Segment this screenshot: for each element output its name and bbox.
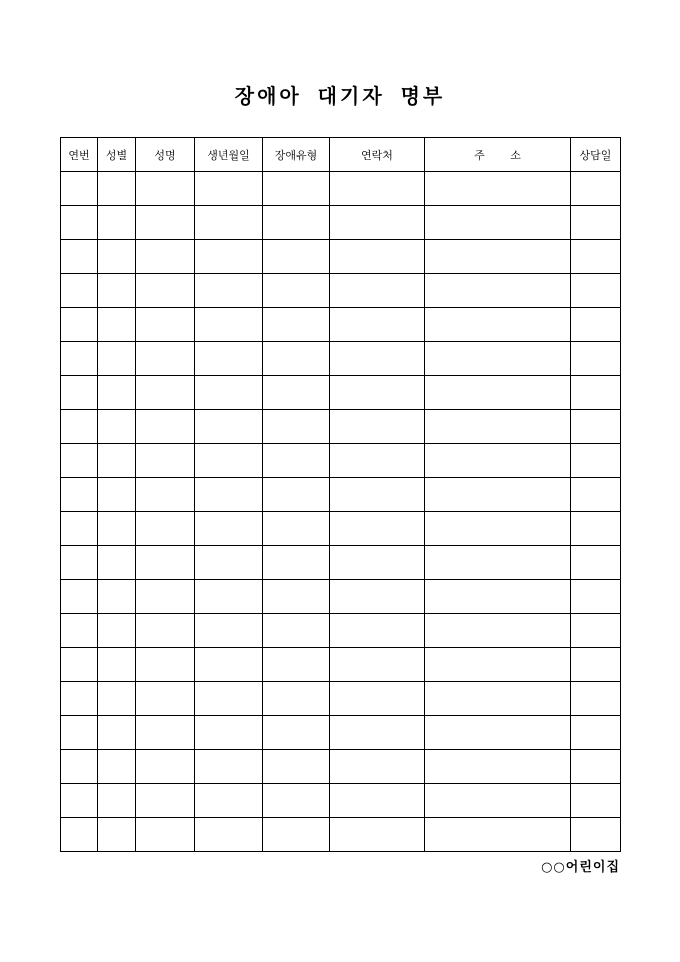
cell-contact[interactable] <box>330 546 425 580</box>
cell-birthdate[interactable] <box>195 478 263 512</box>
cell-contact[interactable] <box>330 580 425 614</box>
cell-consult-date[interactable] <box>571 716 621 750</box>
cell-address[interactable] <box>425 308 571 342</box>
table-row <box>61 206 621 240</box>
cell-disability-type[interactable] <box>263 784 330 818</box>
cell-name[interactable] <box>136 274 195 308</box>
cell-gender[interactable] <box>98 206 136 240</box>
cell-address[interactable] <box>425 444 571 478</box>
cell-gender[interactable] <box>98 410 136 444</box>
cell-disability-type[interactable] <box>263 206 330 240</box>
cell-disability-type[interactable] <box>263 614 330 648</box>
cell-address[interactable] <box>425 546 571 580</box>
cell-contact[interactable] <box>330 172 425 206</box>
cell-contact[interactable] <box>330 410 425 444</box>
cell-contact[interactable] <box>330 750 425 784</box>
cell-contact[interactable] <box>330 444 425 478</box>
cell-disability-type[interactable] <box>263 274 330 308</box>
column-header-disability-type: 장애유형 <box>263 138 330 172</box>
cell-number[interactable] <box>61 716 98 750</box>
cell-disability-type[interactable] <box>263 342 330 376</box>
cell-consult-date[interactable] <box>571 750 621 784</box>
table-row <box>61 308 621 342</box>
cell-number[interactable] <box>61 342 98 376</box>
table-row <box>61 342 621 376</box>
cell-birthdate[interactable] <box>195 648 263 682</box>
cell-number[interactable] <box>61 478 98 512</box>
cell-number[interactable] <box>61 580 98 614</box>
table-body <box>61 172 621 852</box>
cell-gender[interactable] <box>98 614 136 648</box>
cell-gender[interactable] <box>98 512 136 546</box>
cell-birthdate[interactable] <box>195 240 263 274</box>
cell-consult-date[interactable] <box>571 614 621 648</box>
cell-name[interactable] <box>136 648 195 682</box>
cell-consult-date[interactable] <box>571 648 621 682</box>
cell-birthdate[interactable] <box>195 512 263 546</box>
cell-disability-type[interactable] <box>263 376 330 410</box>
cell-gender[interactable] <box>98 580 136 614</box>
cell-gender[interactable] <box>98 444 136 478</box>
cell-contact[interactable] <box>330 648 425 682</box>
cell-number[interactable] <box>61 818 98 852</box>
cell-birthdate[interactable] <box>195 342 263 376</box>
cell-name[interactable] <box>136 478 195 512</box>
cell-name[interactable] <box>136 784 195 818</box>
cell-disability-type[interactable] <box>263 478 330 512</box>
cell-name[interactable] <box>136 444 195 478</box>
cell-contact[interactable] <box>330 240 425 274</box>
cell-name[interactable] <box>136 512 195 546</box>
cell-name[interactable] <box>136 410 195 444</box>
cell-gender[interactable] <box>98 172 136 206</box>
cell-number[interactable] <box>61 376 98 410</box>
cell-contact[interactable] <box>330 274 425 308</box>
cell-consult-date[interactable] <box>571 784 621 818</box>
table-row <box>61 784 621 818</box>
table-row <box>61 478 621 512</box>
cell-consult-date[interactable] <box>571 274 621 308</box>
cell-birthdate[interactable] <box>195 682 263 716</box>
cell-address[interactable] <box>425 410 571 444</box>
table-row <box>61 682 621 716</box>
cell-number[interactable] <box>61 750 98 784</box>
cell-consult-date[interactable] <box>571 682 621 716</box>
cell-birthdate[interactable] <box>195 308 263 342</box>
cell-number[interactable] <box>61 546 98 580</box>
cell-name[interactable] <box>136 308 195 342</box>
cell-name[interactable] <box>136 580 195 614</box>
cell-number[interactable] <box>61 614 98 648</box>
cell-number[interactable] <box>61 410 98 444</box>
table-row <box>61 240 621 274</box>
cell-name[interactable] <box>136 342 195 376</box>
cell-consult-date[interactable] <box>571 478 621 512</box>
cell-consult-date[interactable] <box>571 546 621 580</box>
cell-gender[interactable] <box>98 682 136 716</box>
cell-address[interactable] <box>425 478 571 512</box>
column-header-name: 성명 <box>136 138 195 172</box>
cell-contact[interactable] <box>330 478 425 512</box>
table-row <box>61 546 621 580</box>
cell-birthdate[interactable] <box>195 172 263 206</box>
cell-address[interactable] <box>425 716 571 750</box>
column-header-contact: 연락처 <box>330 138 425 172</box>
cell-gender[interactable] <box>98 546 136 580</box>
cell-birthdate[interactable] <box>195 206 263 240</box>
cell-address[interactable] <box>425 172 571 206</box>
table-header-row <box>61 138 621 172</box>
cell-disability-type[interactable] <box>263 410 330 444</box>
table-row <box>61 750 621 784</box>
column-header-number: 연번 <box>61 138 98 172</box>
table-row <box>61 648 621 682</box>
cell-gender[interactable] <box>98 716 136 750</box>
cell-gender[interactable] <box>98 308 136 342</box>
cell-contact[interactable] <box>330 818 425 852</box>
cell-address[interactable] <box>425 614 571 648</box>
cell-gender[interactable] <box>98 478 136 512</box>
column-header-birthdate: 생년월일 <box>195 138 263 172</box>
cell-address[interactable] <box>425 512 571 546</box>
cell-disability-type[interactable] <box>263 512 330 546</box>
cell-address[interactable] <box>425 274 571 308</box>
cell-address[interactable] <box>425 376 571 410</box>
cell-gender[interactable] <box>98 784 136 818</box>
cell-disability-type[interactable] <box>263 172 330 206</box>
cell-address[interactable] <box>425 206 571 240</box>
cell-disability-type[interactable] <box>263 444 330 478</box>
table-row <box>61 818 621 852</box>
table-row <box>61 410 621 444</box>
cell-contact[interactable] <box>330 342 425 376</box>
column-header-address: 주 소 <box>425 138 571 172</box>
cell-birthdate[interactable] <box>195 376 263 410</box>
table-row <box>61 580 621 614</box>
cell-consult-date[interactable] <box>571 376 621 410</box>
cell-number[interactable] <box>61 308 98 342</box>
cell-number[interactable] <box>61 444 98 478</box>
cell-contact[interactable] <box>330 682 425 716</box>
cell-contact[interactable] <box>330 308 425 342</box>
cell-contact[interactable] <box>330 206 425 240</box>
organization-name: ○○어린이집 <box>541 860 620 875</box>
cell-contact[interactable] <box>330 784 425 818</box>
cell-gender[interactable] <box>98 240 136 274</box>
cell-consult-date[interactable] <box>571 240 621 274</box>
cell-disability-type[interactable] <box>263 580 330 614</box>
cell-name[interactable] <box>136 614 195 648</box>
cell-consult-date[interactable] <box>571 512 621 546</box>
cell-number[interactable] <box>61 784 98 818</box>
cell-number[interactable] <box>61 240 98 274</box>
cell-consult-date[interactable] <box>571 206 621 240</box>
cell-name[interactable] <box>136 376 195 410</box>
cell-disability-type[interactable] <box>263 818 330 852</box>
cell-birthdate[interactable] <box>195 614 263 648</box>
cell-birthdate[interactable] <box>195 444 263 478</box>
cell-disability-type[interactable] <box>263 750 330 784</box>
table-row <box>61 376 621 410</box>
cell-consult-date[interactable] <box>571 580 621 614</box>
cell-name[interactable] <box>136 682 195 716</box>
cell-birthdate[interactable] <box>195 274 263 308</box>
cell-contact[interactable] <box>330 614 425 648</box>
table-row <box>61 614 621 648</box>
cell-number[interactable] <box>61 206 98 240</box>
cell-disability-type[interactable] <box>263 240 330 274</box>
cell-gender[interactable] <box>98 376 136 410</box>
cell-address[interactable] <box>425 818 571 852</box>
cell-consult-date[interactable] <box>571 308 621 342</box>
cell-contact[interactable] <box>330 512 425 546</box>
cell-birthdate[interactable] <box>195 410 263 444</box>
cell-address[interactable] <box>425 784 571 818</box>
cell-disability-type[interactable] <box>263 648 330 682</box>
cell-number[interactable] <box>61 682 98 716</box>
cell-contact[interactable] <box>330 716 425 750</box>
cell-birthdate[interactable] <box>195 580 263 614</box>
column-header-consult-date: 상담일 <box>571 138 621 172</box>
table-row <box>61 274 621 308</box>
cell-name[interactable] <box>136 172 195 206</box>
cell-number[interactable] <box>61 648 98 682</box>
cell-address[interactable] <box>425 342 571 376</box>
cell-disability-type[interactable] <box>263 308 330 342</box>
cell-gender[interactable] <box>98 648 136 682</box>
cell-consult-date[interactable] <box>571 172 621 206</box>
cell-gender[interactable] <box>98 342 136 376</box>
table-row <box>61 172 621 206</box>
cell-name[interactable] <box>136 750 195 784</box>
cell-name[interactable] <box>136 818 195 852</box>
cell-gender[interactable] <box>98 274 136 308</box>
column-header-gender: 성별 <box>98 138 136 172</box>
cell-birthdate[interactable] <box>195 818 263 852</box>
waitlist-table <box>60 137 621 852</box>
cell-name[interactable] <box>136 716 195 750</box>
cell-address[interactable] <box>425 750 571 784</box>
cell-consult-date[interactable] <box>571 342 621 376</box>
cell-gender[interactable] <box>98 750 136 784</box>
cell-birthdate[interactable] <box>195 716 263 750</box>
cell-disability-type[interactable] <box>263 716 330 750</box>
cell-birthdate[interactable] <box>195 546 263 580</box>
cell-gender[interactable] <box>98 818 136 852</box>
cell-consult-date[interactable] <box>571 410 621 444</box>
cell-contact[interactable] <box>330 376 425 410</box>
cell-name[interactable] <box>136 206 195 240</box>
cell-birthdate[interactable] <box>195 750 263 784</box>
cell-consult-date[interactable] <box>571 444 621 478</box>
cell-address[interactable] <box>425 648 571 682</box>
cell-birthdate[interactable] <box>195 784 263 818</box>
document-title: 장애아 대기자 명부 <box>234 84 446 108</box>
cell-number[interactable] <box>61 172 98 206</box>
table-row <box>61 512 621 546</box>
cell-address[interactable] <box>425 682 571 716</box>
cell-name[interactable] <box>136 546 195 580</box>
cell-consult-date[interactable] <box>571 818 621 852</box>
cell-disability-type[interactable] <box>263 546 330 580</box>
table-row <box>61 444 621 478</box>
table-row <box>61 716 621 750</box>
cell-address[interactable] <box>425 580 571 614</box>
cell-name[interactable] <box>136 240 195 274</box>
cell-number[interactable] <box>61 512 98 546</box>
cell-address[interactable] <box>425 240 571 274</box>
cell-number[interactable] <box>61 274 98 308</box>
cell-disability-type[interactable] <box>263 682 330 716</box>
